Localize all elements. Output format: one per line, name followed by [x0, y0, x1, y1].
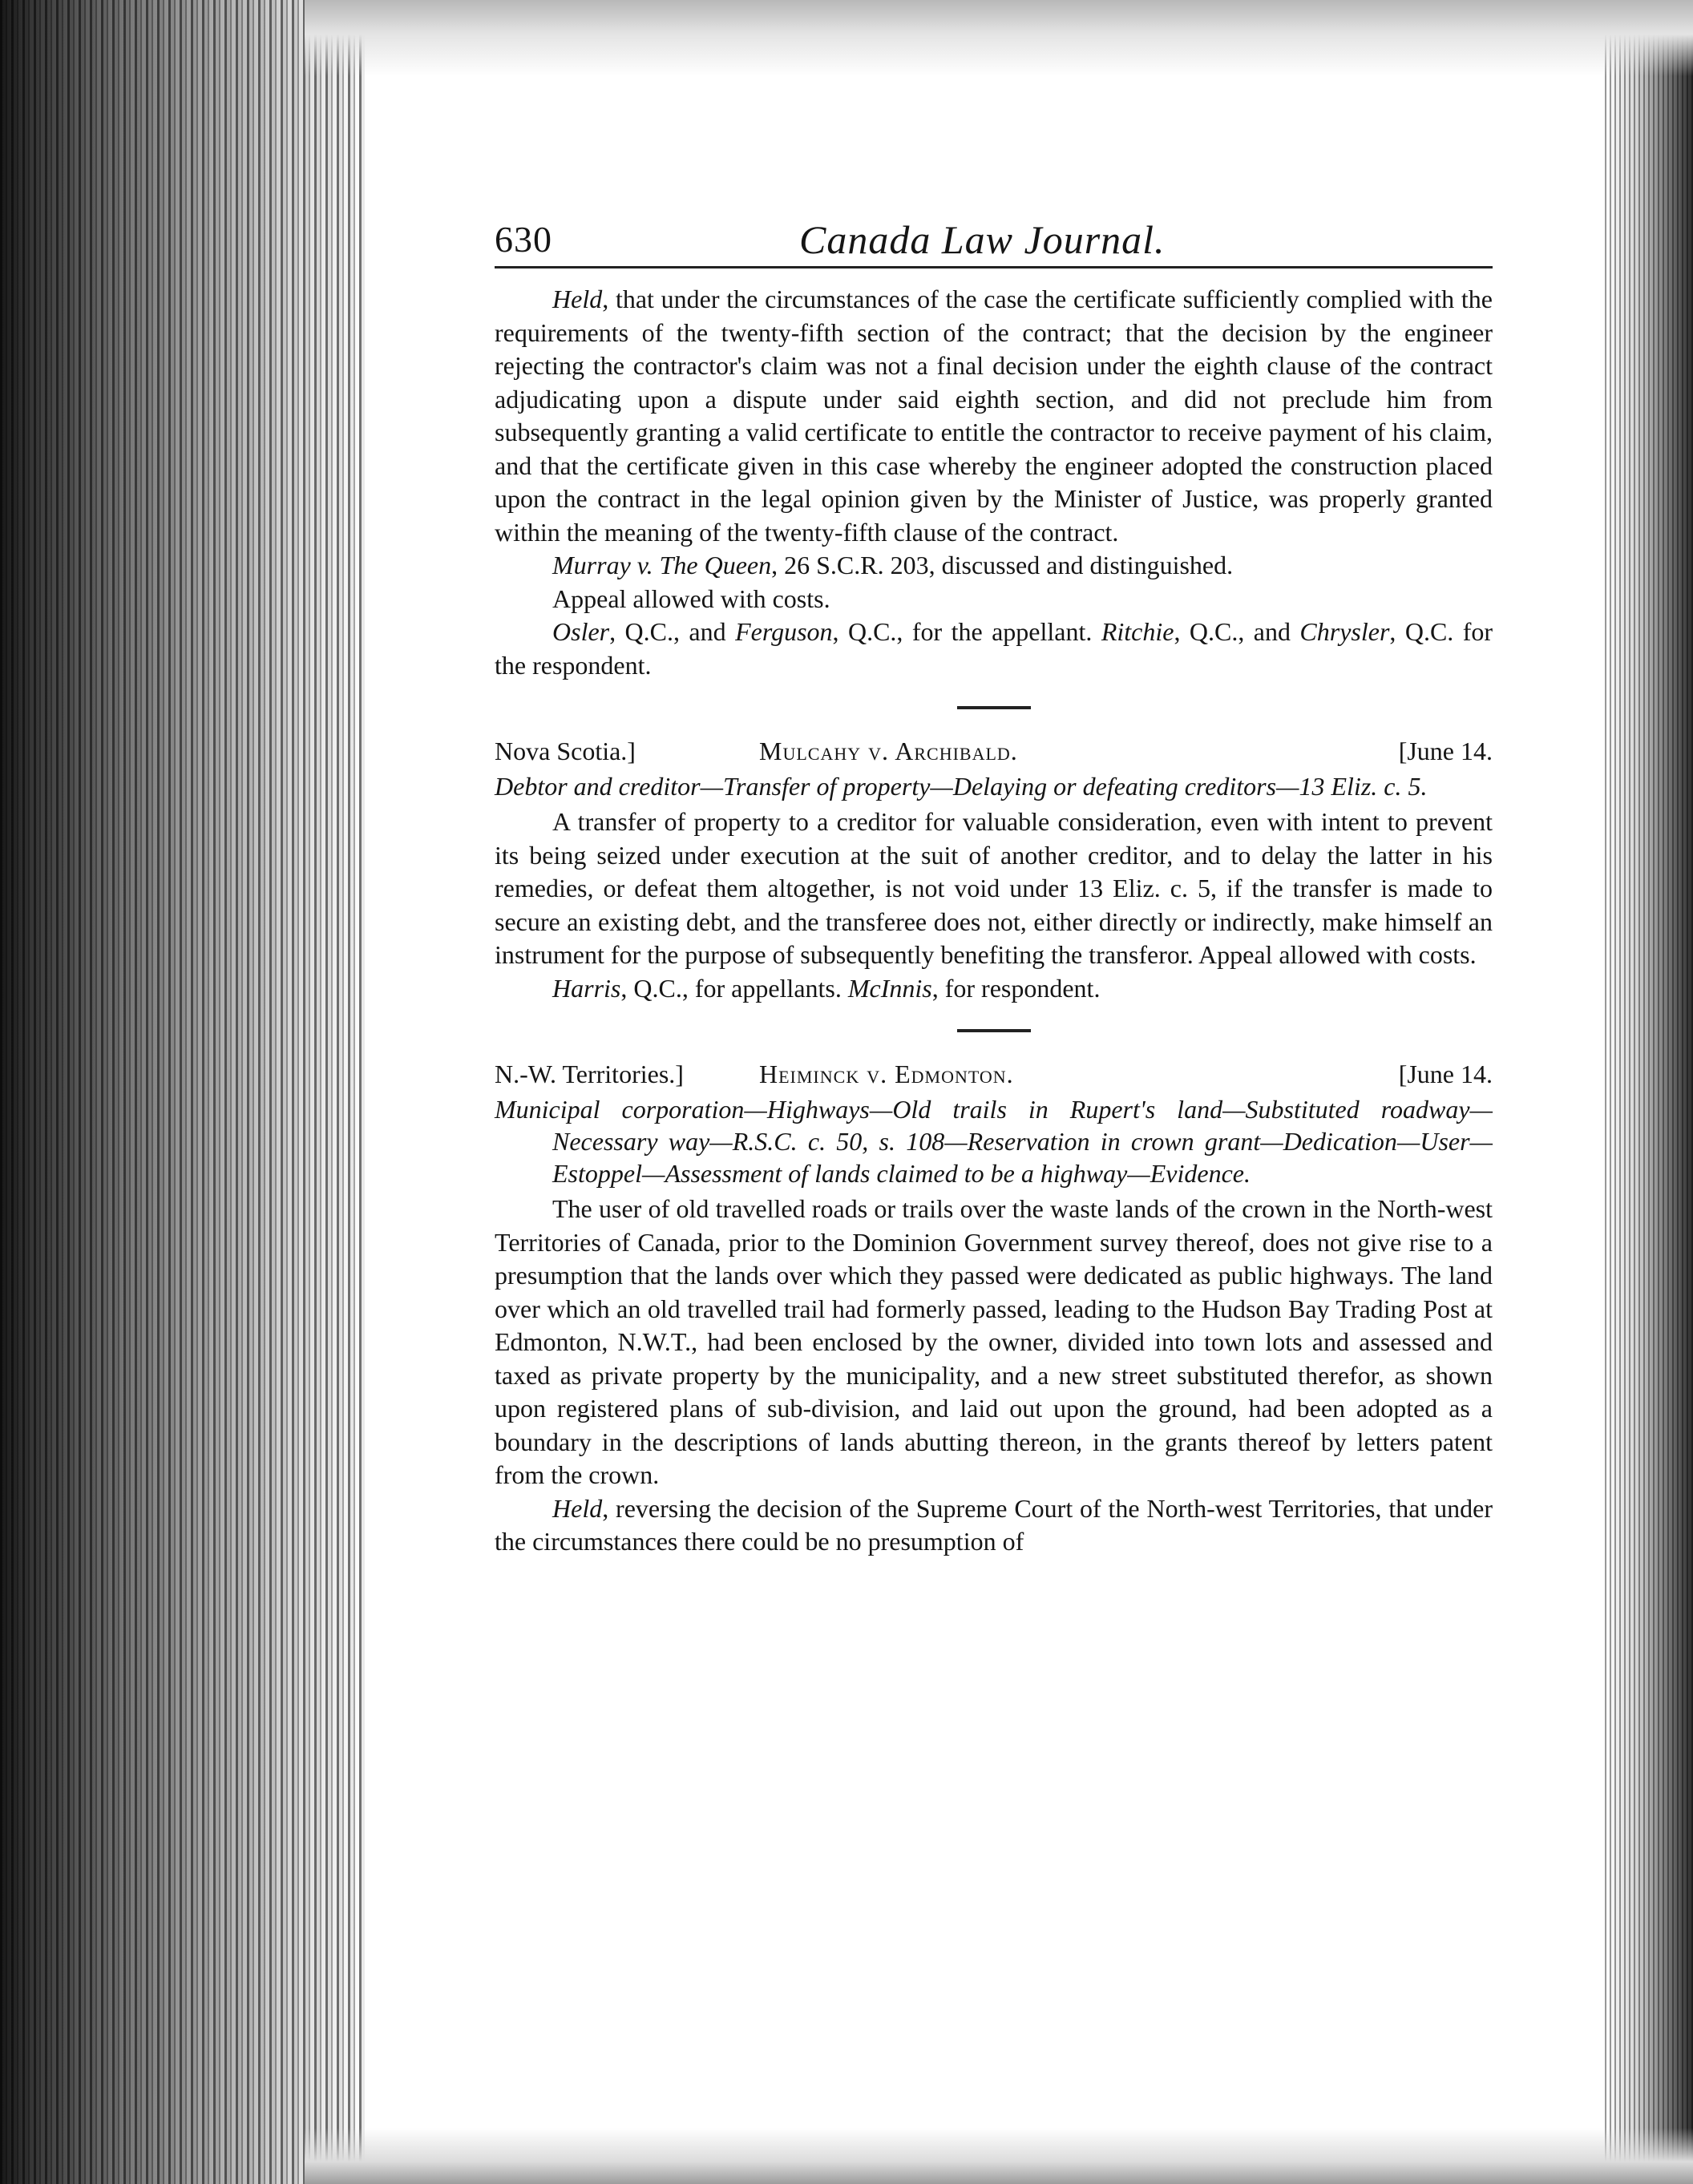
case-headnote: Municipal corporation—Highways—Old trails in Rupert's land—Substituted roadway—Necessary way—R.S.C. c. 50, s. 108—Reservation in crown grant—Dedication—User—Estoppel—Assessment of lands claimed to be a highway—Evidence.: [495, 1095, 1493, 1188]
counsel-text: , Q.C., for appellants.: [620, 973, 848, 1003]
held-text: , reversing the decision of the Supreme Court of the North-west Territories, that under the circumstances there could be no presumption of: [495, 1493, 1493, 1556]
scan-top-edge: [305, 0, 1693, 76]
counsel-name: Osler: [552, 617, 610, 646]
held-label: Held: [552, 1493, 603, 1523]
case-title: Mulcahy v. Archibald.: [759, 737, 1018, 765]
scan-right-edge: [1605, 0, 1693, 2184]
held-paragraph: [495, 1492, 1493, 1559]
counsel-name: Harris: [552, 973, 621, 1003]
counsel-paragraph: [495, 616, 1493, 682]
cited-case: Murray v. The Queen: [552, 551, 772, 579]
court-name: N.-W. Territories.]: [495, 1060, 684, 1088]
case-headnote: Debtor and creditor—Transfer of property—Delaying or defeating creditors—13 Eliz. c. 5.: [495, 772, 1428, 801]
case-date: [June 14.: [1398, 737, 1493, 765]
held-text: , that under the circumstances of the case the certificate sufficiently complied with the requirements of the twenty-fifth section of the contract; that the decision by the engineer rejecting the contractor's claim was not a final decision under the eighth clause of the contract adjudicating upon a dispute under said eighth section, and did not preclude him from subsequently granting a valid certificate to entitle the contractor to receive payment of his claim, and that the certificate given in this case whereby the engineer adopted the construction placed upon the contract in the legal opinion given by the Minister of Justice, was properly granted within the meaning of the twenty-fifth clause of the contract.: [495, 285, 1493, 547]
case-heading: [495, 734, 1493, 769]
journal-title: Canada Law Journal.: [799, 217, 1166, 262]
counsel-text: , for respondent.: [931, 973, 1101, 1003]
held-paragraph: [495, 283, 1493, 549]
case-heiminck: [495, 1057, 1493, 1559]
counsel-text: , Q.C. for the respondent.: [495, 617, 1493, 680]
case-mulcahy: [495, 734, 1493, 1005]
section-divider: [957, 706, 1031, 709]
page-number: 630: [495, 219, 552, 260]
counsel-name: Chrysler: [1299, 617, 1390, 646]
case-body: A transfer of property to a creditor for valuable consideration, even with intent to prevent its being seized under execution at the suit of another creditor, and to delay the latter in his remedies, or defeat them altogether, is not void under 13 Eliz. c. 5, if the transfer is made to secure an existing debt, and the transferee does not, either directly or indirectly, make himself an instrument for the purpose of subsequently benefiting the transferor. Appeal allowed with costs.: [495, 807, 1493, 969]
section-divider: [957, 1029, 1031, 1032]
counsel-text: , Q.C., and: [609, 617, 736, 646]
scan-left-edge: [0, 0, 365, 2184]
journal-page: [495, 216, 1493, 1559]
scan-bottom-edge: [305, 2128, 1693, 2184]
case-date: [June 14.: [1398, 1060, 1493, 1088]
counsel-text: , Q.C., for the appellant.: [832, 617, 1101, 646]
counsel-name: McInnis: [847, 973, 932, 1003]
counsel-text: , Q.C., and: [1174, 617, 1300, 646]
counsel-name: Ritchie: [1101, 617, 1174, 646]
citation-paragraph: [495, 549, 1493, 583]
case-title: Heiminck v. Edmonton.: [759, 1060, 1014, 1088]
held-label: Held: [552, 285, 603, 313]
court-name: Nova Scotia.]: [495, 737, 636, 765]
citation-text: , 26 S.C.R. 203, discussed and distinguished.: [771, 551, 1234, 579]
page-header: [495, 216, 1493, 268]
case-body: The user of old travelled roads or trails over the waste lands of the crown in the North-west Territories of Canada, prior to the Dominion Government survey thereof, does not give rise to a presumption that the lands over which they passed were dedicated as public highways. The land over which an old travelled trail had formerly passed, leading to the Hudson Bay Trading Post at Edmonton, N.W.T., had been enclosed by the owner, divided into town lots and assessed and taxed as private property by the municipality, and a new street substituted therefor, as shown upon registered plans of sub-division, and laid out upon the ground, had been adopted as a boundary in the descriptions of lands abutting thereon, in the grants thereof by letters patent from the crown.: [495, 1194, 1493, 1489]
case-heading: [495, 1057, 1493, 1092]
counsel-paragraph: [495, 972, 1493, 1006]
case-continued: [495, 283, 1493, 682]
counsel-name: Ferguson: [735, 617, 833, 646]
disposition: Appeal allowed with costs.: [552, 583, 830, 613]
